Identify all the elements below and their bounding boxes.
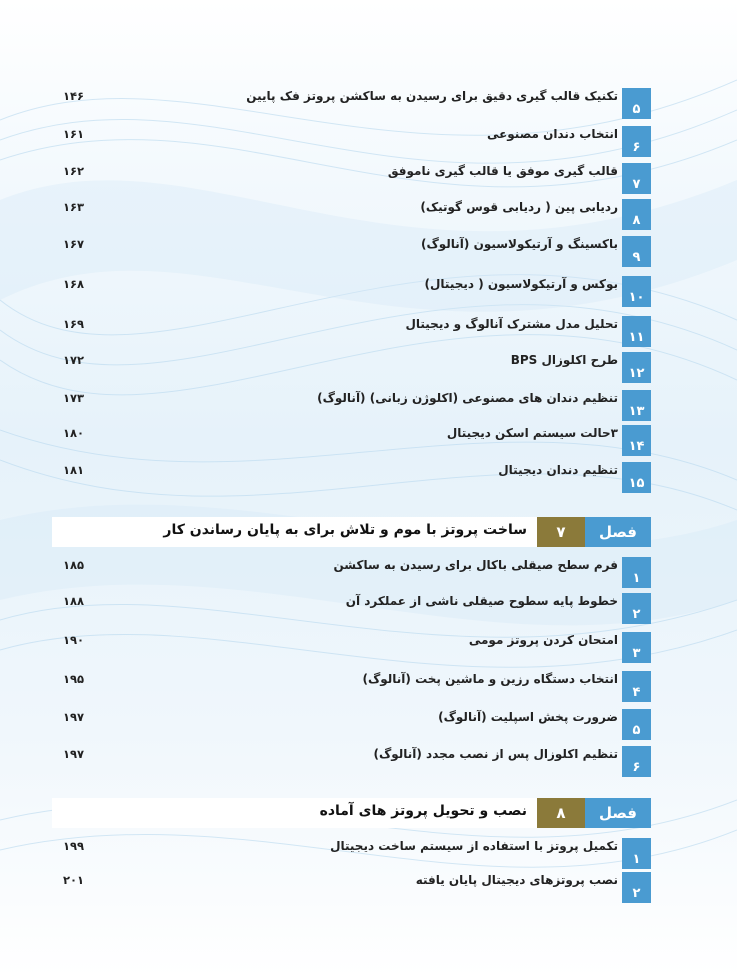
toc-entry[interactable] [55, 163, 651, 194]
entry-title: تحلیل مدل مشترک آنالوگ و دیجیتال [405, 317, 618, 331]
entry-number: ۱۵ [622, 462, 651, 493]
entry-page: ۱۴۶ [63, 89, 85, 103]
entry-number: ۳ [622, 632, 651, 663]
entry-title: طرح اکلوزال BPS [510, 353, 618, 367]
toc-entry[interactable] [55, 838, 651, 869]
chapter-title: ساخت پروتز با موم و تلاش برای به پایان رساندن کار [163, 522, 527, 538]
toc-entry[interactable] [55, 746, 651, 777]
chapter-header[interactable] [52, 798, 651, 828]
entry-number: ۱ [622, 557, 651, 588]
chapter-title: نصب و تحویل پروتز های آماده [319, 803, 527, 819]
entry-number: ۲ [622, 593, 651, 624]
entry-page: ۱۸۰ [63, 426, 85, 440]
toc-entry[interactable] [55, 199, 651, 230]
entry-page: ۱۹۵ [63, 672, 85, 686]
entry-page: ۱۶۹ [63, 317, 85, 331]
entry-title: تنظیم دندان دیجیتال [498, 463, 618, 477]
entry-number: ۷ [622, 163, 651, 194]
entry-number: ۵ [622, 709, 651, 740]
entry-page: ۲۰۱ [63, 873, 85, 887]
entry-page: ۱۹۰ [63, 633, 85, 647]
entry-title: باکسینگ و آرتیکولاسیون (آنالوگ) [420, 237, 618, 251]
entry-number: ۸ [622, 199, 651, 230]
entry-page: ۱۶۸ [63, 277, 85, 291]
chapter-number: ۷ [537, 517, 585, 547]
entry-title: نصب پروتزهای دیجیتال پایان یافته [415, 873, 618, 887]
entry-title: ردیابی پین ( ردیابی قوس گوتیک) [420, 200, 618, 214]
entry-title: تکنیک قالب گیری دقیق برای رسیدن به ساکشن پروتز فک پایین [246, 89, 618, 103]
chapter-header[interactable] [52, 517, 651, 547]
toc-entry[interactable] [55, 671, 651, 702]
entry-page: ۱۶۱ [63, 127, 85, 141]
entry-page: ۱۹۷ [63, 710, 85, 724]
toc-entry[interactable] [55, 390, 651, 421]
entry-number: ۹ [622, 236, 651, 267]
entry-number: ۶ [622, 746, 651, 777]
entry-title: انتخاب دندان مصنوعی [486, 127, 618, 141]
entry-number: ۱۳ [622, 390, 651, 421]
entry-title: امتحان کردن پروتز مومی [468, 633, 618, 647]
entry-page: ۱۹۷ [63, 747, 85, 761]
entry-page: ۱۶۳ [63, 200, 85, 214]
chapter-label: فصل [585, 798, 651, 828]
toc-entry[interactable] [55, 352, 651, 383]
entry-title: فرم سطح صیقلی باکال برای رسیدن به ساکشن [333, 558, 618, 572]
entry-page: ۱۸۸ [63, 594, 85, 608]
entry-number: ۱۲ [622, 352, 651, 383]
toc-entry[interactable] [55, 236, 651, 267]
entry-number: ۶ [622, 126, 651, 157]
entry-number: ۴ [622, 671, 651, 702]
toc-entry[interactable] [55, 462, 651, 493]
entry-number: ۲ [622, 872, 651, 903]
entry-title: تنظیم دندان های مصنوعی (اکلوژن زبانی) (آنالوگ) [317, 391, 618, 405]
entry-title: قالب گیری موفق یا قالب گیری ناموفق [387, 164, 618, 178]
toc-entry[interactable] [55, 632, 651, 663]
entry-title: ضرورت پخش اسپلیت (آنالوگ) [438, 710, 618, 724]
entry-number: ۵ [622, 88, 651, 119]
entry-title: تنظیم اکلوزال پس از نصب مجدد (آنالوگ) [373, 747, 618, 761]
toc-entry[interactable] [55, 425, 651, 456]
toc-entry[interactable] [55, 88, 651, 119]
entry-number: ۱ [622, 838, 651, 869]
entry-page: ۱۶۷ [63, 237, 85, 251]
toc-entry[interactable] [55, 316, 651, 347]
entry-page: ۱۷۲ [63, 353, 85, 367]
entry-page: ۱۸۱ [63, 463, 85, 477]
toc-entry[interactable] [55, 276, 651, 307]
entry-title: انتخاب دستگاه رزین و ماشین پخت (آنالوگ) [362, 672, 618, 686]
toc-entry[interactable] [55, 593, 651, 624]
entry-page: ۱۹۹ [63, 839, 85, 853]
entry-title: خطوط پایه سطوح صیقلی ناشی از عملکرد آن [345, 594, 618, 608]
toc-entry[interactable] [55, 557, 651, 588]
entry-number: ۱۴ [622, 425, 651, 456]
toc-entry[interactable] [55, 126, 651, 157]
entry-page: ۱۶۲ [63, 164, 85, 178]
chapter-label: فصل [585, 517, 651, 547]
entry-page: ۱۷۳ [63, 391, 85, 405]
entry-title: ۳حالت سیستم اسکن دیجیتال [446, 426, 618, 440]
entry-title: بوکس و آرتیکولاسیون ( دیجیتال) [424, 277, 618, 291]
entry-number: ۱۱ [622, 316, 651, 347]
chapter-number: ۸ [537, 798, 585, 828]
toc-entry[interactable] [55, 872, 651, 903]
toc-entry[interactable] [55, 709, 651, 740]
entry-number: ۱۰ [622, 276, 651, 307]
entry-page: ۱۸۵ [63, 558, 85, 572]
entry-title: تکمیل پروتز با استفاده از سیستم ساخت دیجیتال [330, 839, 618, 853]
